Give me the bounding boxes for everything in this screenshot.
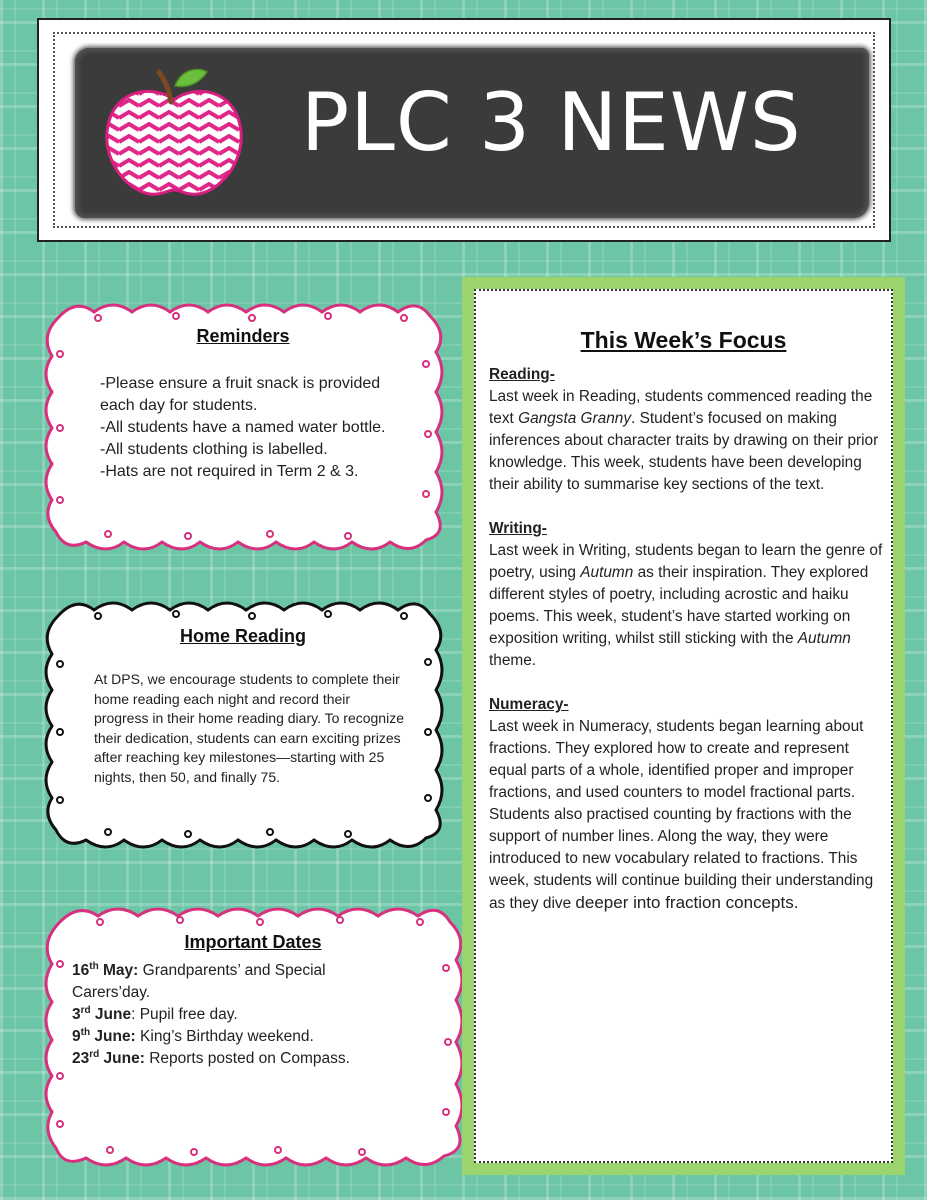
date-item: 9th June: King’s Birthday weekend. bbox=[72, 1026, 314, 1045]
writing-text: Last week in Writing, students began to learn the genre of poetry, using Autumn as their inspiration. They explored different styles of poetry, including acrostic and haiku poems. This week, student’s have started working on exposition writing, whilst still sticking with the Autumn theme. bbox=[489, 542, 883, 669]
focus-body bbox=[489, 364, 884, 915]
reminder-item: -All students clothing is labelled. bbox=[100, 441, 328, 458]
apple-icon bbox=[99, 62, 249, 202]
reading-text: Last week in Reading, students commenced reading the text Gangsta Granny. Student’s focused on making inferences about character traits by drawing on their prior knowledge. This week, students have been developing their ability to summarise key sections of the text. bbox=[489, 388, 879, 493]
numeracy-text: Last week in Numeracy, students began learning about fractions. They explored how to create and represent equal parts of a whole, identified proper and improper fractions, and used counters to model fractional parts. Students also practised counting by fractions with the support of number lines. Along the way, they were introduced to new vocabulary related to fractions. This week, students will continue building their understanding as they dive deeper into fraction concepts. bbox=[489, 718, 874, 912]
reminders-box bbox=[38, 294, 448, 558]
focus-panel bbox=[462, 277, 905, 1175]
important-dates-box bbox=[38, 898, 468, 1174]
focus-title: This Week’s Focus bbox=[580, 327, 787, 353]
chalkboard bbox=[75, 48, 869, 218]
date-item: 23rd June: Reports posted on Compass. bbox=[72, 1048, 350, 1067]
writing-heading: Writing- bbox=[489, 520, 547, 537]
reading-heading: Reading- bbox=[489, 366, 555, 383]
reminders-heading: Reminders bbox=[196, 326, 290, 346]
home-reading-heading: Home Reading bbox=[179, 626, 307, 646]
home-reading-text: At DPS, we encourage students to complete their home reading each night and record their progress in their home reading diary. To recognize their dedication, students can earn exciting prizes after reaching key milestones—starting with 25 nights, then 50, and finally 75. bbox=[94, 671, 404, 785]
date-item: 16th May: Grandparents’ and Special Carers’day. bbox=[72, 960, 326, 1001]
reminder-item: -Please ensure a fruit snack is provided each day for students. bbox=[100, 375, 381, 414]
important-dates-heading: Important Dates bbox=[184, 932, 322, 952]
newsletter-title: PLC 3 NEWS bbox=[301, 76, 802, 169]
numeracy-heading: Numeracy- bbox=[489, 696, 569, 713]
focus-dotted-frame bbox=[474, 289, 893, 1163]
date-item: 3rd June: Pupil free day. bbox=[72, 1004, 238, 1023]
reminder-item: -Hats are not required in Term 2 & 3. bbox=[100, 463, 359, 480]
header-banner bbox=[37, 18, 891, 242]
home-reading-box bbox=[38, 592, 448, 856]
reminder-item: -All students have a named water bottle. bbox=[100, 419, 386, 436]
header-dotted-frame bbox=[53, 32, 875, 228]
